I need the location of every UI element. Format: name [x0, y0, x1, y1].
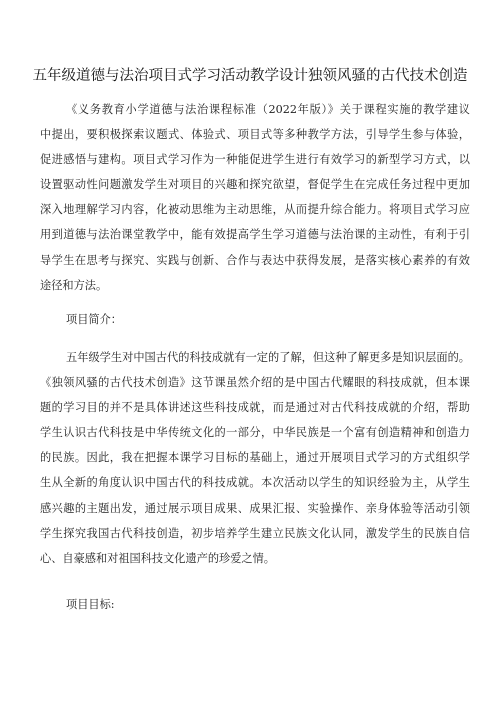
- paragraph-line: 心、自豪感和对祖国科技文化遗产的珍爱之情。: [40, 551, 275, 565]
- project-intro-paragraph: [40, 345, 470, 571]
- paragraph-line: 用到道德与法治课堂教学中，能有效提高学生学习道德与法治课的主动性，有利于引: [40, 228, 470, 242]
- paragraph-line: 学生探究我国古代科技创造，初步培养学生建立民族文化认同，激发学生的民族自信: [40, 526, 470, 540]
- paragraph-line: 《独领风骚的古代技术创造》这节课虽然介绍的是中国古代耀眼的科技成就，但本课: [40, 376, 470, 390]
- document-title: 五年级道德与法治项目式学习活动教学设计独领风骚的古代技术创造: [32, 68, 468, 84]
- section-heading-goals: 项目目标:: [66, 598, 115, 611]
- paragraph-line: 途径和方法。: [40, 278, 108, 292]
- paragraph-line: 学生认识古代科技是中华传统文化的一部分，中华民族是一个富有创造精神和创造力: [40, 426, 470, 440]
- paragraph-line: 生从全新的角度认识中国古代的科技成就。本次活动以学生的知识经验为主，从学生: [40, 476, 470, 490]
- paragraph-line: 《义务教育小学道德与法治课程标准（2022年版）》关于课程实施的教学建议: [66, 103, 470, 116]
- intro-paragraph: [40, 97, 470, 298]
- paragraph-line: 促进感悟与建构。项目式学习作为一种能促进学生进行有效学习的新型学习方式，以: [40, 153, 470, 167]
- paragraph-line: 深入地理解学习内容，化被动思维为主动思维，从而提升综合能力。将项目式学习应: [40, 203, 470, 217]
- paragraph-line: 导学生在思考与探究、实践与创新、合作与表达中获得发展，是落实核心素养的有效: [40, 253, 470, 267]
- paragraph-line: 题的学习目的并不是具体讲述这些科技成就，而是通过对古代科技成就的介绍，帮助: [40, 401, 470, 415]
- paragraph-line: 中提出，要积极探索议题式、体验式、项目式等多种教学方法，引导学生参与体验，: [40, 128, 470, 142]
- paragraph-line: 的民族。因此，我在把握本课学习目标的基础上，通过开展项目式学习的方式组织学: [40, 451, 470, 465]
- section-heading-intro: 项目简介：: [66, 313, 122, 326]
- paragraph-line: 感兴趣的主题出发，通过展示项目成果、成果汇报、实验操作、亲身体验等活动引领: [40, 501, 470, 515]
- paragraph-line: 五年级学生对中国古代的科技成就有一定的了解，但这种了解更多是知识层面的。: [66, 351, 470, 364]
- paragraph-line: 设置驱动性问题激发学生对项目的兴趣和探究欲望，督促学生在完成任务过程中更加: [40, 178, 470, 192]
